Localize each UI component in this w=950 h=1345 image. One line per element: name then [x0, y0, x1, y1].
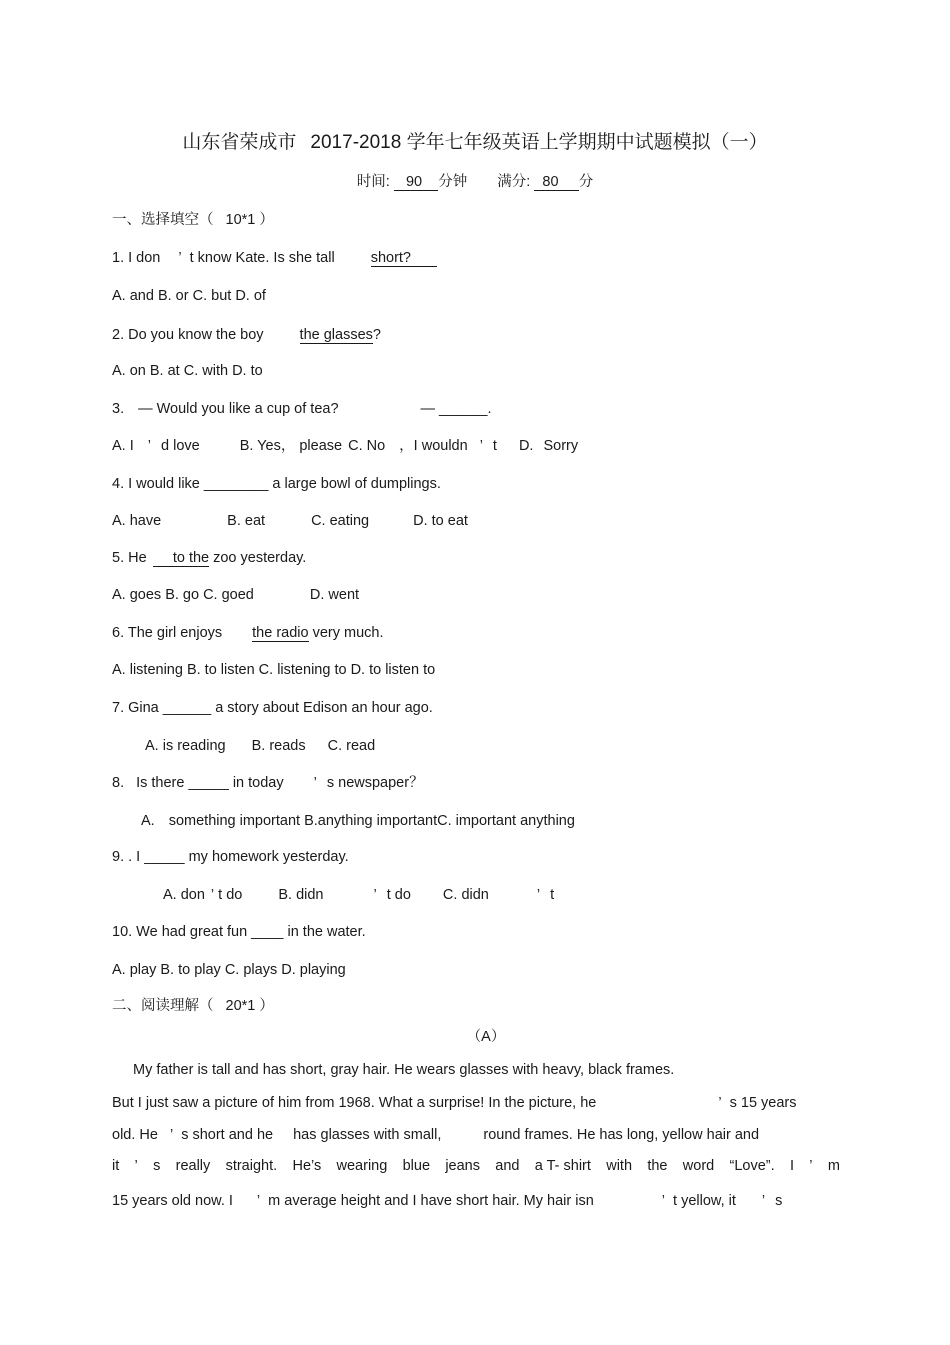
options-5: A. goes B. go C. goed D. went: [112, 587, 360, 603]
options-1: A. and B. or C. but D. of: [112, 288, 266, 304]
options-8: A. something important B.anything importantC. important anything: [141, 813, 575, 829]
question-3: 3. — Would you like a cup of tea? — ______.: [112, 401, 492, 417]
time-label: 时间:: [356, 174, 390, 190]
question-6: 6. The girl enjoys the radio very much.: [112, 625, 384, 641]
options-2: A. on B. at C. with D. to: [112, 363, 263, 379]
question-2: 2. Do you know the boy the glasses?: [112, 327, 381, 343]
title-main: 2017-2018 学年七年级英语上学期期中试题模拟（一）: [310, 132, 768, 153]
score-unit: 分: [578, 174, 594, 190]
question-8: 8. Is there _____ in today ’ s newspaper？: [112, 775, 424, 791]
passage-line-5: 15 years old now. I ’ m average height and I have short hair. My hair isn ’ t yellow, it ’ s: [112, 1193, 783, 1209]
question-7: 7. Gina ______ a story about Edison an hour ago.: [112, 700, 433, 716]
passage-label: （A）: [466, 1029, 506, 1045]
title-location: 山东省荣成市: [182, 132, 297, 153]
question-5: 5. He to the zoo yesterday.: [112, 550, 307, 566]
time-unit: 分钟: [438, 174, 468, 190]
options-6: A. listening B. to listen C. listening to D. to listen to: [112, 662, 436, 678]
options-10: A. play B. to play C. plays D. playing: [112, 962, 346, 978]
passage-line-3: old. He ’ s short and he has glasses with small, round frames. He has long, yellow hair and: [112, 1127, 760, 1143]
blank: short?: [371, 251, 437, 267]
section2-heading: 二、阅读理解（ 20*1 ）: [112, 998, 274, 1014]
page-title: [0, 131, 950, 155]
exam-info: [0, 173, 950, 191]
question-4: 4. I would like ________ a large bowl of dumplings.: [112, 476, 441, 492]
question-10: 10. We had great fun ____ in the water.: [112, 924, 366, 940]
question-1: 1. I don ’ t know Kate. Is she tall short?: [112, 249, 437, 267]
blank: the radio: [252, 625, 309, 641]
score-label: 满分:: [497, 174, 531, 190]
passage-line-2: But I just saw a picture of him from 1968. What a surprise! In the picture, he ’ s 15 years: [112, 1095, 797, 1111]
options-3: A. I ’ d love B. Yes， please C. No ，I wouldn ’ t D. Sorry: [112, 438, 579, 454]
passage-line-4: it ’ s really straight. He’s wearing blue jeans and a T- shirt with the word “Love”. I ’ m: [112, 1158, 840, 1174]
blank: the glasses: [299, 327, 373, 343]
time-value: 90: [394, 175, 438, 191]
passage-line-1: My father is tall and has short, gray hair. He wears glasses with heavy, black frames.: [133, 1062, 675, 1078]
question-9: 9. . I _____ my homework yesterday.: [112, 849, 349, 865]
options-4: A. have B. eat C. eating D. to eat: [112, 513, 468, 529]
blank: to the: [153, 551, 209, 567]
score-value: 80: [534, 175, 578, 191]
options-7: A. is reading B. reads C. read: [145, 738, 376, 754]
options-9: A. don ’ t do B. didn ’ t do C. didn ’ t: [163, 887, 555, 903]
section1-heading: 一、选择填空（ 10*1 ）: [112, 212, 274, 228]
